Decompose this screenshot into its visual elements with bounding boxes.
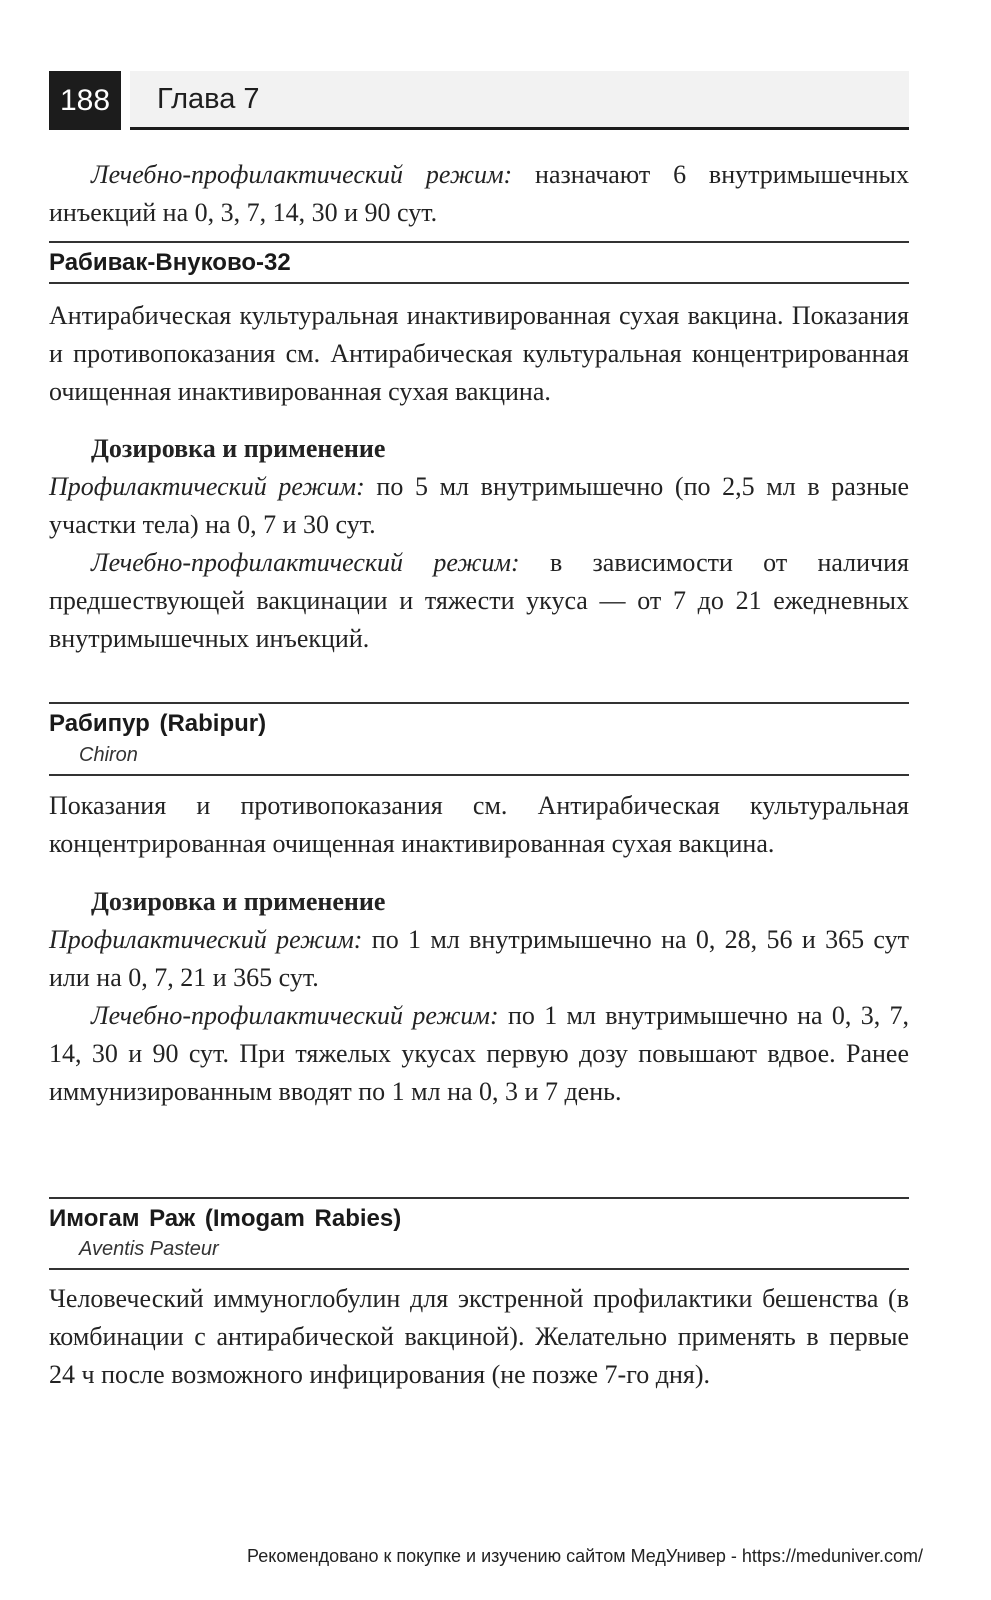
drug-description: Показания и противопоказания см. Антирабическая культуральная концентрированная очищенная инактивированная сухая вакцина. [49, 791, 909, 858]
manufacturer: Chiron [79, 744, 138, 766]
dosage-heading: Дозировка и применение [91, 434, 386, 463]
regimen-text: в зависимости от наличия предшествующей вакцинации и тяжести укуса — от 7 до 21 ежедневных внутримышечных инъекций. [49, 548, 909, 653]
manufacturer: Aventis Pasteur [79, 1238, 219, 1260]
entry-name-rule [49, 282, 909, 284]
footer-note: Рекомендовано к покупке и изучению сайтом МедУнивер - https://meduniver.com/ [247, 1546, 923, 1566]
entry-top-rule [49, 702, 909, 704]
drug-name-imogam: Имогам Раж (Imogam Rabies) [49, 1205, 402, 1232]
dosage-heading: Дозировка и применение [91, 887, 386, 916]
regimen-paragraph [49, 544, 909, 658]
chapter-bar [130, 71, 909, 130]
intro-regimen-label: Лечебно-профилактический режим: [91, 160, 513, 189]
running-head [49, 71, 909, 130]
entry-imogam-body [49, 1280, 909, 1394]
regimen-paragraph [49, 468, 909, 544]
intro-regimen-text: назначают 6 внутримышечных инъекций на 0, 3, 7, 14, 30 и 90 сут. [49, 160, 909, 227]
page-number: 188 [49, 71, 121, 130]
regimen-text: по 1 мл внутримышечно на 0, 3, 7, 14, 30 и 90 сут. При тяжелых укусах первую дозу повышают вдвое. Ранее иммунизированным вводят по 1 мл на 0, 3 и 7 день. [49, 1001, 909, 1106]
regimen-label: Лечебно-профилактический режим: [91, 548, 520, 577]
intro-paragraph [49, 156, 909, 232]
drug-name-rabivak: Рабивак-Внуково-32 [49, 249, 291, 276]
intro-block [49, 156, 909, 232]
regimen-label: Профилактический режим: [49, 925, 363, 954]
entry-top-rule [49, 1197, 909, 1199]
chapter-title: Глава 7 [157, 83, 260, 115]
regimen-label: Профилактический режим: [49, 472, 365, 501]
drug-description: Человеческий иммуноглобулин для экстренной профилактики бешенства (в комбинации с антирабической вакциной). Желательно применять в первые 24 ч после возможного инфицирования (не позже 7-го дня). [49, 1284, 909, 1389]
drug-description: Антирабическая культуральная инактивированная сухая вакцина. Показания и противопоказания см. Антирабическая культуральная концентрированная очищенная инактивированная сухая вакцина. [49, 301, 909, 406]
drug-name-rabipur: Рабипур (Rabipur) [49, 710, 267, 737]
regimen-paragraph [49, 997, 909, 1111]
regimen-paragraph [49, 921, 909, 997]
regimen-text: по 1 мл внутримышечно на 0, 28, 56 и 365 сут или на 0, 7, 21 и 365 сут. [49, 925, 909, 992]
regimen-label: Лечебно-профилактический режим: [91, 1001, 499, 1030]
entry-name-rule [49, 774, 909, 776]
entry-name-rule [49, 1268, 909, 1270]
entry-rabivak-body [49, 297, 909, 658]
entry-top-rule [49, 241, 909, 243]
entry-rabipur-body [49, 787, 909, 1111]
regimen-text: по 5 мл внутримышечно (по 2,5 мл в разные участки тела) на 0, 7 и 30 сут. [49, 472, 909, 539]
